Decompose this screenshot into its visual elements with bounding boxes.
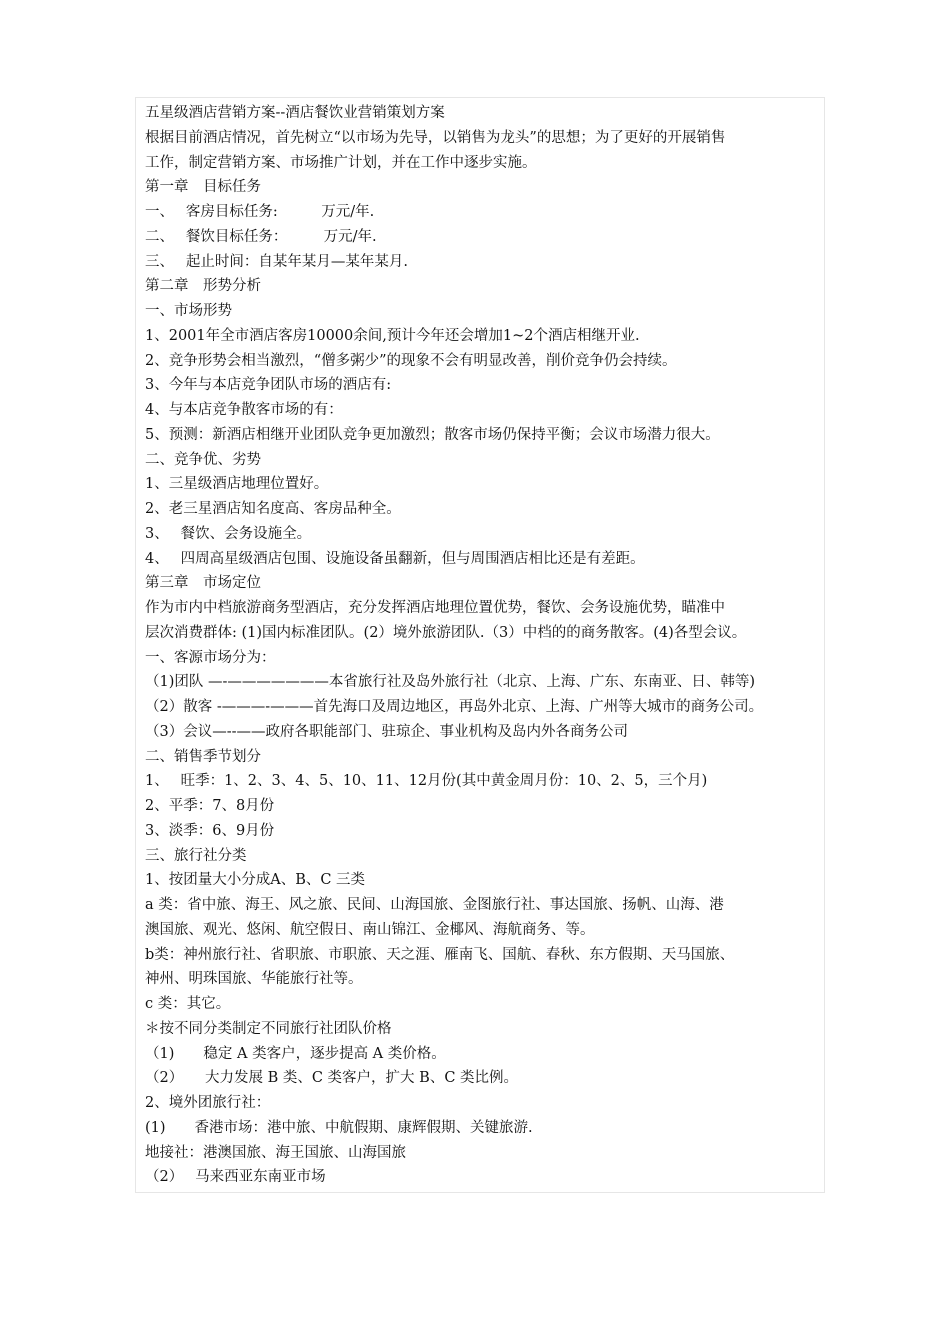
paragraph-line: 澳国旅、观光、悠闲、航空假日、南山锦江、金椰风、海航商务、等。 (145, 921, 595, 938)
paragraph-line: a 类：省中旅、海王、风之旅、民间、山海国旅、金图旅行社、事达国旅、扬帆、山海、港 (145, 897, 724, 913)
list-item: 三、 起止时间：自某年某月—某年某月. (145, 253, 408, 270)
list-item: 2、老三星酒店知名度高、客房品种全。 (145, 501, 401, 517)
section-heading: 一、客源市场分为： (145, 649, 276, 666)
paragraph-line: c 类：其它。 (145, 996, 231, 1012)
list-item: 一、 客房目标任务: 万元/年. (145, 204, 375, 220)
section-heading: 二、销售季节划分 (145, 748, 261, 765)
paragraph-line: 地接社：港澳国旅、海王国旅、山海国旅 (145, 1144, 406, 1161)
list-item: 5、预测：新酒店相继开业团队竞争更加激烈；散客市场仍保持平衡；会议市场潜力很大。 (145, 426, 720, 443)
list-item: 3、 餐饮、会务设施全。 (145, 525, 312, 542)
chapter-heading: 第一章 目标任务 (145, 179, 261, 196)
document-title: 五星级酒店营销方案--酒店餐饮业营销策划方案 (145, 105, 445, 121)
list-item: 3、淡季：6、9月份 (145, 822, 275, 839)
document-body (145, 101, 825, 1190)
paragraph-line: 作为市内中档旅游商务型酒店，充分发挥酒店地理位置优势，餐饮、会务设施优势，瞄准中 (145, 600, 725, 616)
list-item: 2、竞争形势会相当激烈，“僧多粥少”的现象不会有明显改善，削价竞争仍会持续。 (145, 352, 677, 369)
list-item: （2） 大力发展 B 类、C 类客户，扩大 B、C 类比例。 (145, 1070, 519, 1087)
section-heading: 二、竞争优、劣势 (145, 451, 261, 468)
section-heading: 一、市场形势 (145, 303, 232, 319)
section-heading: 三、旅行社分类 (145, 847, 247, 864)
chapter-heading: 第三章 市场定位 (145, 575, 261, 592)
list-item: 4、 四周高星级酒店包围、设施设备虽翻新，但与周围酒店相比还是有差距。 (145, 550, 645, 567)
list-item: （1)团队 —-———————本省旅行社及岛外旅行社（北京、上海、广东、东南亚、日、韩等) (145, 674, 756, 691)
paragraph-line: b类：神州旅行社、省职旅、市职旅、天之涯、雁南飞、国航、春秋、东方假期、天马国旅、 (145, 946, 735, 963)
note-line: ＊按不同分类制定不同旅行社团队价格 (145, 1020, 392, 1037)
list-item: 4、与本店竞争散客市场的有： (145, 402, 343, 418)
list-item: 2、境外团旅行社： (145, 1095, 271, 1111)
list-item: 1、2001年全市酒店客房10000余间,预计今年还会增加1~2个酒店相继开业. (145, 327, 640, 344)
list-item: 二、 餐饮目标任务： 万元/年. (145, 228, 377, 245)
list-item: （3）会议—--——政府各职能部门、驻琼企、事业机构及岛内外各商务公司 (145, 723, 629, 740)
chapter-heading: 第二章 形势分析 (145, 278, 261, 295)
list-item: 1、三星级酒店地理位置好。 (145, 476, 329, 493)
list-item: 3、今年与本店竞争团队市场的酒店有: (145, 377, 392, 394)
list-item: 1、 旺季：1、2、3、4、5、10、11、12月份(其中黄金周月份：10、2、5，三个月) (145, 773, 708, 790)
list-item: 2、平季：7、8月份 (145, 798, 275, 814)
paragraph-line: 层次消费群体: (1)国内标准团队。(2）境外旅游团队.（3）中档的的商务散客。(4)各型会议。 (145, 624, 747, 641)
paragraph-line: 神州、明珠国旅、华能旅行社等。 (145, 971, 363, 988)
list-item: 1、按团量大小分成A、B、C 三类 (145, 872, 366, 889)
list-item: (1) 香港市场：港中旅、中航假期、康辉假期、关键旅游. (145, 1119, 533, 1136)
list-item: （2） 马来西亚东南亚市场 (145, 1169, 326, 1186)
paragraph-line: 工作，制定营销方案、市场推广计划，并在工作中逐步实施。 (145, 154, 537, 171)
list-item: （1) 稳定 A 类客户，逐步提高 A 类价格。 (145, 1045, 446, 1062)
list-item: （2）散客 -———-———首先海口及周边地区，再岛外北京、上海、广州等大城市的商务公司。 (145, 699, 764, 715)
paragraph-line: 根据目前酒店情况，首先树立“以市场为先导，以销售为龙头”的思想；为了更好的开展销售 (145, 129, 726, 146)
